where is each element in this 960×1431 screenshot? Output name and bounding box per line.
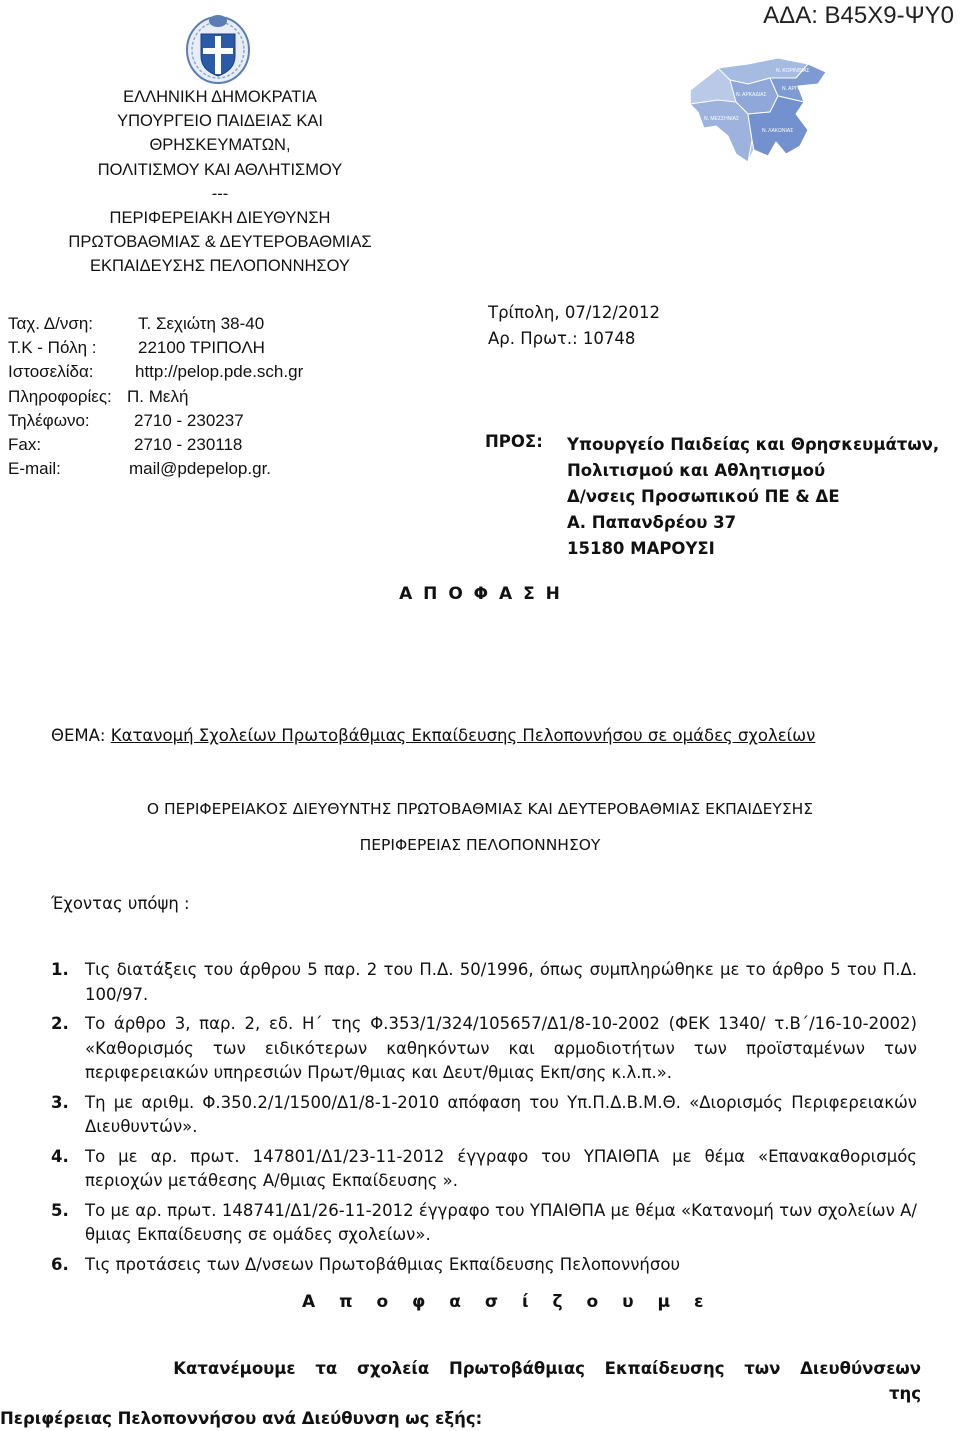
subject-line [51, 726, 815, 745]
director-heading [0, 791, 960, 863]
map-label: Ν. ΚΟΡΙΝΘΙΑΣ [776, 68, 810, 74]
protocol-number: Αρ. Πρωτ.: 10748 [488, 329, 636, 348]
recipient-line: Πολιτισμού και Αθλητισμού [567, 461, 826, 480]
item-text: Το με αρ. πρωτ. 147801/Δ1/23-11-2012 έγγραφο του ΥΠΑΙΘΠΑ με θέμα «Επανακαθορισμός περιοχών μετάθεσης Α/θμιας Εκπαίδευσης ». [85, 1146, 917, 1190]
issuer-line: ΕΛΛΗΝΙΚΗ ΔΗΜΟΚΡΑΤΙΑ [123, 88, 317, 106]
item-text: Τη με αριθμ. Φ.350.2/1/1500/Δ1/8-1-2010 απόφαση του Υπ.Π.Δ.Β.Μ.Θ. «Διορισμός Περιφερειακών Διευθυντών». [85, 1092, 917, 1136]
issuer-line: ΕΚΠΑΙΔΕΥΣΗΣ ΠΕΛΟΠΟΝΝΗΣΟΥ [90, 257, 350, 276]
recipient-block [567, 432, 939, 562]
item-number: 3. [51, 1092, 69, 1112]
issuer-block [60, 85, 380, 279]
map-label: Ν. ΑΡΓΟΛΙΔΑΣ [782, 86, 816, 92]
director-line: Ο ΠΕΡΙΦΕΡΕΙΑΚΟΣ ΔΙΕΥΘΥΝΤΗΣ ΠΡΩΤΟΒΑΘΜΙΑΣ ΚΑΙ ΔΕΥΤΕΡΟΒΑΘΜΙΑΣ ΕΚΠΑΙΔΕΥΣΗΣ [146, 800, 814, 818]
map-label: Ν. ΑΡΚΑΔΙΑΣ [736, 92, 767, 98]
recipient-line: Α. Παπανδρέου 37 [567, 513, 737, 532]
contact-label: Fax: [8, 434, 42, 454]
contact-value: 2710 - 230237 [134, 410, 244, 430]
issuer-line: --- [211, 184, 229, 203]
website-link[interactable]: http://pelop.pde.sch.gr [135, 362, 304, 382]
map-label: Ν. ΛΑΚΩΝΙΑΣ [762, 128, 794, 134]
contact-value: Π. Μελή [127, 386, 189, 406]
list-item [51, 958, 917, 1007]
issuer-line: ΠΟΛΙΤΙΣΜΟΥ ΚΑΙ ΑΘΛΗΤΙΣΜΟΥ [97, 160, 343, 179]
contact-label: E-mail: [8, 459, 61, 479]
contact-label: Ιστοσελίδα: [8, 362, 94, 382]
peloponnese-map [678, 50, 878, 170]
list-item [51, 1199, 917, 1248]
considerations-list [51, 958, 917, 1282]
date-block [488, 300, 660, 352]
director-line: ΠΕΡΙΦΕΡΕΙΑΣ ΠΕΛΟΠΟΝΝΗΣΟΥ [359, 836, 601, 854]
decision-heading: Α π ο φ α σ ί ζ ο υ μ ε [302, 1292, 713, 1312]
recipient-label: ΠΡΟΣ: [485, 432, 543, 451]
closing-paragraph [0, 1356, 921, 1431]
item-text: Το με αρ. πρωτ. 148741/Δ1/26-11-2012 έγγραφο του ΥΠΑΙΘΠΑ με θέμα «Κατανομή των σχολείων Α/θμιας Εκπαίδευσης σε ομάδες σχολείων». [85, 1200, 917, 1244]
recipient-line: Υπουργείο Παιδείας και Θρησκευμάτων, [567, 435, 940, 454]
contact-value: Τ. Σεχιώτη 38-40 [138, 314, 265, 333]
map-label: Ν. ΜΕΣΣΗΝΙΑΣ [704, 116, 740, 122]
issuer-line: ΠΡΩΤΟΒΑΘΜΙΑΣ & ΔΕΥΤΕΡΟΒΑΘΜΙΑΣ [68, 233, 372, 252]
recipient-line: Δ/νσεις Προσωπικού ΠΕ & ΔΕ [567, 487, 840, 506]
item-number: 2. [51, 1014, 69, 1033]
issuer-line: ΠΕΡΙΦΕΡΕΙΑΚΗ ΔΙΕΥΘΥΝΣΗ [109, 209, 331, 228]
list-item [51, 1091, 917, 1140]
contact-label: Πληροφορίες: [8, 386, 112, 406]
ada-code: ΑΔΑ: Β45Χ9-ΨΥ0 [763, 2, 954, 29]
closing-line: Κατανέμουμε τα σχολεία Πρωτοβάθμιας Εκπαίδευσης των Διευθύνσεων της [173, 1359, 921, 1403]
issuer-line: ΥΠΟΥΡΓΕΙΟ ΠΑΙΔΕΙΑΣ ΚΑΙ ΘΡΗΣΚΕΥΜΑΤΩΝ, [117, 112, 323, 155]
contact-value: 22100 ΤΡΙΠΟΛΗ [138, 338, 265, 358]
list-item [51, 1253, 917, 1278]
list-item [51, 1145, 917, 1194]
contact-label: Ταχ. Δ/νση: [8, 314, 94, 333]
contact-label: Τηλέφωνο: [8, 410, 90, 430]
greek-emblem-icon [185, 12, 251, 84]
email-link[interactable]: mail@pdepelop.gr. [129, 459, 272, 479]
closing-line: Περιφέρειας Πελοποννήσου ανά Διεύθυνση ως εξής: [0, 1409, 483, 1428]
contact-value: 2710 - 230118 [134, 434, 243, 454]
item-number: 1. [51, 960, 69, 979]
subject-label: ΘΕΜΑ: [51, 726, 106, 745]
subject-text: Κατανομή Σχολείων Πρωτοβάθμιας Εκπαίδευσης Πελοποννήσου σε ομάδες σχολείων [110, 726, 816, 745]
document-date: Τρίπολη, 07/12/2012 [488, 303, 660, 322]
recipient-line: 15180 ΜΑΡΟΥΣΙ [567, 539, 715, 558]
contact-label: Τ.Κ - Πόλη : [8, 338, 97, 358]
decision-title: Α Π Ο Φ Α Σ Η [399, 584, 561, 604]
item-number: 5. [51, 1200, 69, 1220]
item-number: 4. [51, 1146, 69, 1166]
item-text: Τις προτάσεις των Δ/νσεων Πρωτοβάθμιας Εκπαίδευσης Πελοποννήσου [85, 1254, 680, 1274]
item-text: Το άρθρο 3, παρ. 2, εδ. Η΄ της Φ.353/1/324/105657/Δ1/8-10-2002 (ΦΕΚ 1340/ τ.Β΄/16-10-2002) «Καθορισμός των ειδικότερων καθηκόντων και αρμοδιοτήτων των προϊσταμένων των περιφερειακών υπηρεσιών Πρωτ/θμιας και Δευτ/θμιας Εκπ/σης κ.λ.π.». [85, 1014, 917, 1082]
considering-heading: Έχοντας υπόψη : [51, 894, 190, 913]
item-number: 6. [51, 1254, 69, 1274]
item-text: Τις διατάξεις του άρθρου 5 παρ. 2 του Π.Δ. 50/1996, όπως συμπληρώθηκε με το άρθρο 5 του Π.Δ. 100/97. [85, 960, 917, 1004]
list-item [51, 1012, 917, 1086]
